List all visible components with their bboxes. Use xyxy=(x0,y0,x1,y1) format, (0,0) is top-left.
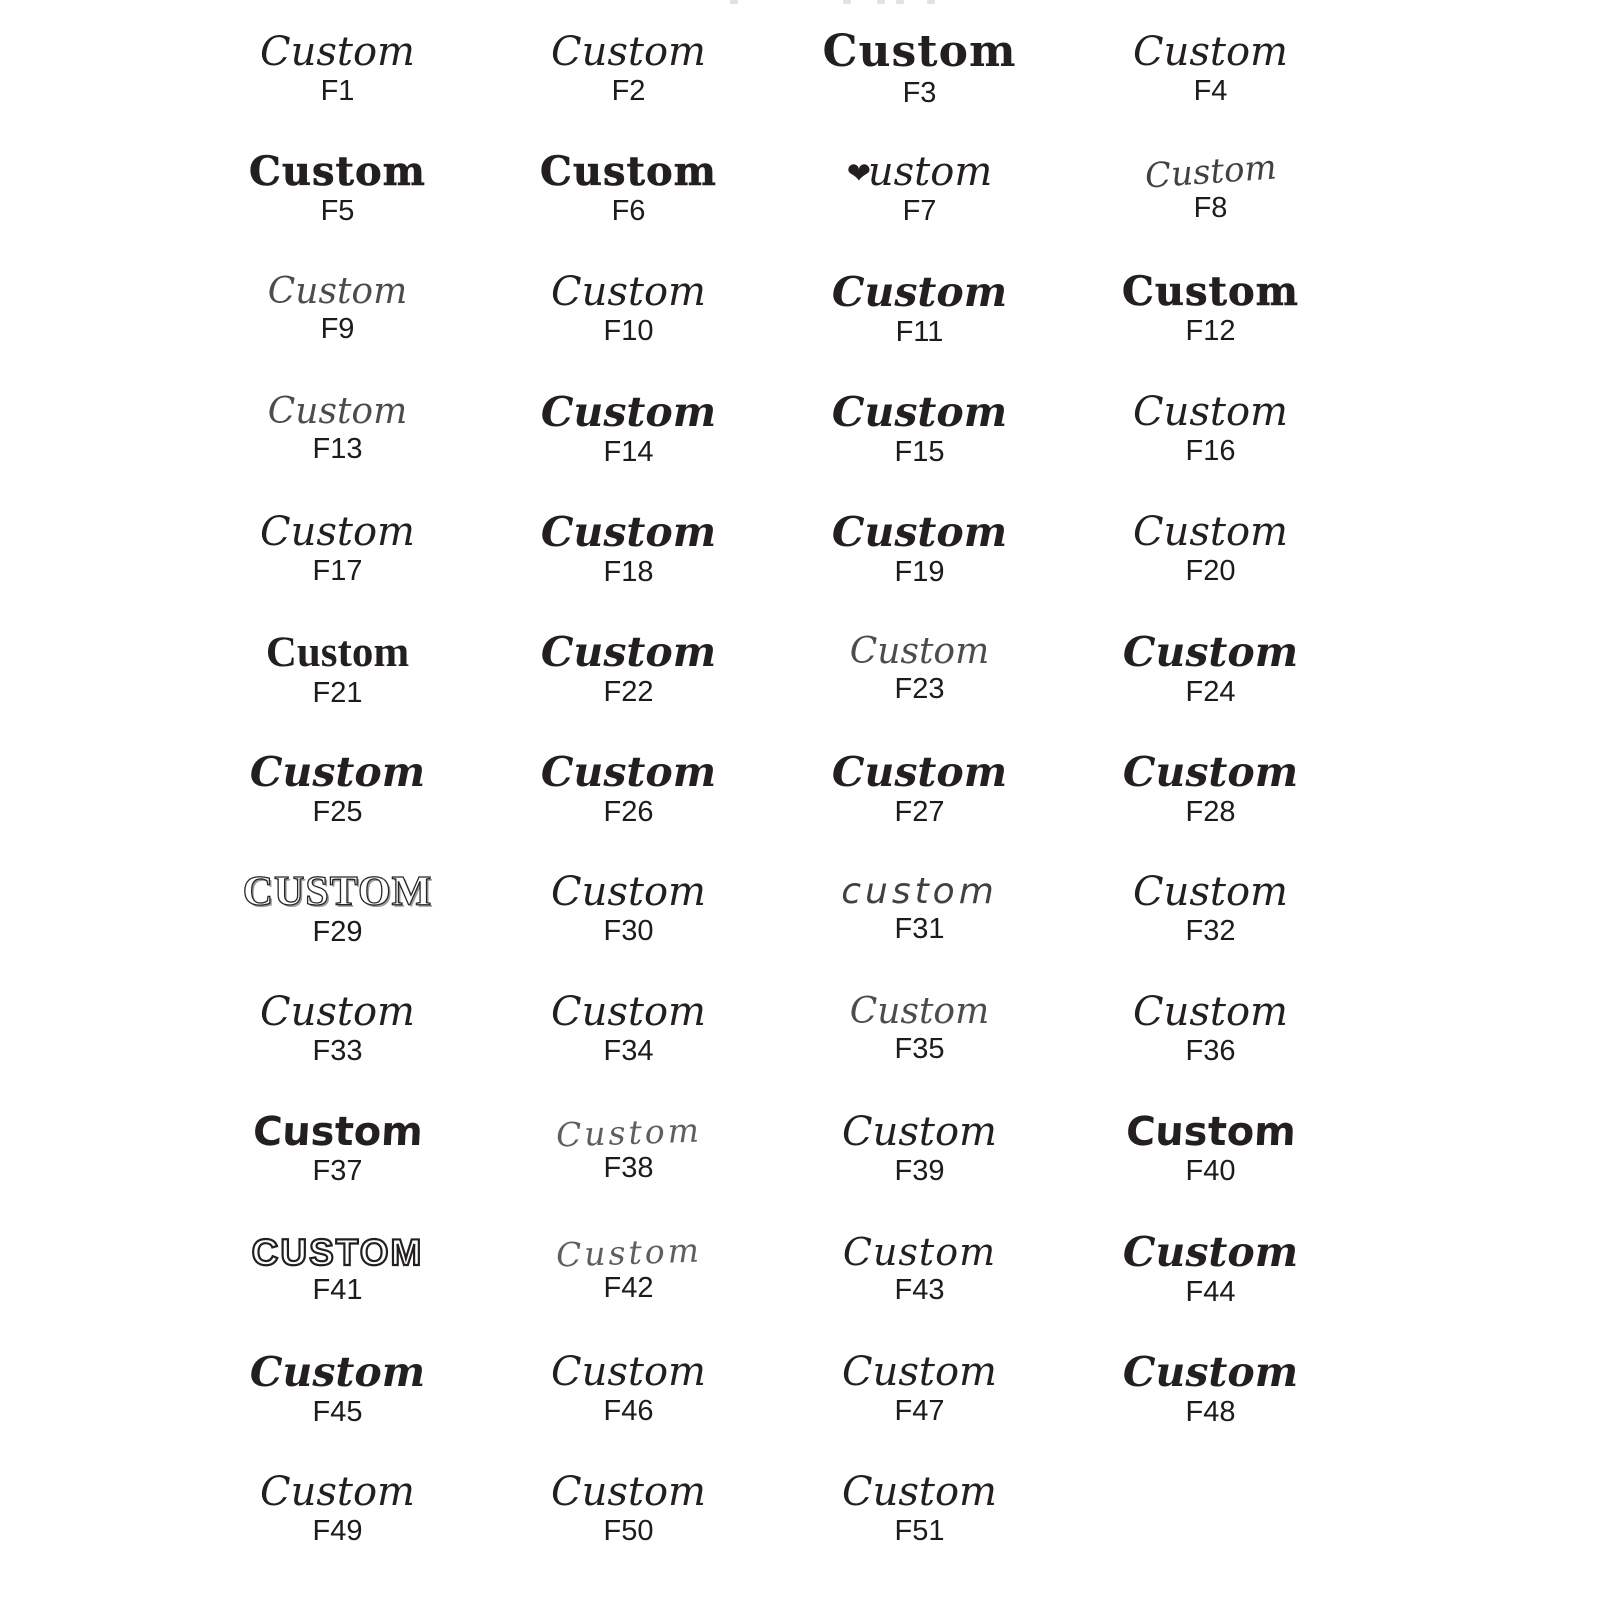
font-code-label: F4 xyxy=(1193,75,1228,108)
font-code-label: F41 xyxy=(312,1273,363,1306)
font-sample-cell xyxy=(774,10,1065,130)
custom-sample-text: Custom xyxy=(1122,627,1299,676)
font-code-label: F30 xyxy=(603,915,654,948)
cropped-text-remnant xyxy=(843,0,851,4)
font-sample-cell xyxy=(483,370,774,490)
font-sample-cell xyxy=(483,730,774,850)
font-sample-cell xyxy=(192,850,483,970)
font-sample-cell xyxy=(774,970,1065,1090)
custom-sample-text: Custom xyxy=(265,628,410,676)
font-code-label: F51 xyxy=(894,1515,945,1548)
font-code-label: F27 xyxy=(894,795,945,828)
font-sample-cell xyxy=(774,730,1065,850)
custom-sample-text: Custom xyxy=(551,869,706,916)
custom-sample-text: Custom xyxy=(551,1469,706,1516)
font-sample-cell xyxy=(483,1090,774,1210)
font-sample-cell xyxy=(192,250,483,370)
font-sample-cell xyxy=(1065,130,1356,250)
custom-sample-text: Custom xyxy=(540,507,717,556)
font-sample-cell xyxy=(192,1450,483,1570)
font-code-label: F38 xyxy=(603,1151,654,1184)
font-code-label: F17 xyxy=(312,555,363,588)
font-code-label: F20 xyxy=(1185,555,1236,588)
font-code-label: F31 xyxy=(894,913,945,946)
custom-sample-text: Custom xyxy=(551,989,706,1036)
font-sample-cell xyxy=(483,1330,774,1450)
font-sample-cell xyxy=(774,250,1065,370)
font-code-label: F32 xyxy=(1185,915,1236,948)
font-sample-cell xyxy=(483,610,774,730)
font-code-label: F33 xyxy=(312,1035,363,1068)
font-code-label: F39 xyxy=(894,1155,945,1188)
custom-sample-text: Custom xyxy=(540,148,717,196)
custom-sample-text: Custom xyxy=(1133,989,1288,1036)
cropped-text-remnant xyxy=(896,0,904,4)
font-code-label: F19 xyxy=(894,555,945,588)
font-code-label: F2 xyxy=(611,75,646,108)
custom-sample-text: Custom xyxy=(267,271,408,313)
font-code-label: F40 xyxy=(1185,1155,1236,1188)
font-code-label: F3 xyxy=(902,77,937,110)
custom-sample-text: ❤ustom xyxy=(846,149,993,196)
font-code-label: F28 xyxy=(1185,795,1236,828)
custom-sample-text: Custom xyxy=(842,1230,997,1275)
font-code-label: F13 xyxy=(312,433,363,466)
custom-sample-text: Custom xyxy=(831,267,1008,316)
custom-sample-text: Custom xyxy=(849,631,990,673)
custom-sample-text: Custom xyxy=(551,269,706,316)
font-sample-cell xyxy=(483,130,774,250)
custom-sample-text: Custom xyxy=(540,387,717,436)
font-sample-cell xyxy=(483,10,774,130)
custom-sample-text: CUSTOM xyxy=(251,1231,424,1273)
custom-sample-text: Custom xyxy=(251,1109,424,1156)
custom-sample-text: CUSTOM xyxy=(242,869,433,916)
custom-sample-text: Custom xyxy=(1122,1227,1299,1276)
font-code-label: F35 xyxy=(894,1033,945,1066)
custom-sample-text: Custom xyxy=(1122,1347,1299,1396)
custom-sample-text: Custom xyxy=(249,747,426,796)
custom-sample-text: Custom xyxy=(249,1347,426,1396)
font-sample-cell xyxy=(774,850,1065,970)
font-sample-cell xyxy=(192,10,483,130)
custom-sample-text: Custom xyxy=(260,989,415,1036)
font-code-label: F49 xyxy=(312,1515,363,1548)
font-sample-cell xyxy=(192,1090,483,1210)
custom-sample-text: custom xyxy=(841,871,998,913)
custom-sample-text: Custom xyxy=(849,991,990,1033)
font-code-label: F47 xyxy=(894,1395,945,1428)
font-sample-cell xyxy=(774,130,1065,250)
font-code-label: F29 xyxy=(312,916,363,949)
custom-sample-text: Custom xyxy=(267,391,408,433)
font-code-label: F10 xyxy=(603,315,654,348)
custom-sample-text: Custom xyxy=(260,509,415,556)
font-code-label: F11 xyxy=(895,315,944,348)
font-sample-cell xyxy=(192,130,483,250)
font-code-label: F36 xyxy=(1185,1035,1236,1068)
font-code-label: F1 xyxy=(320,75,355,108)
font-code-label: F48 xyxy=(1185,1395,1236,1428)
font-sample-cell xyxy=(1065,1330,1356,1450)
font-sample-cell xyxy=(1065,970,1356,1090)
font-sample-cell xyxy=(774,370,1065,490)
font-sample-cell xyxy=(483,850,774,970)
font-sample-cell xyxy=(774,490,1065,610)
font-code-label: F37 xyxy=(312,1155,363,1188)
font-sample-cell xyxy=(192,1330,483,1450)
custom-sample-text: Custom xyxy=(831,507,1008,556)
custom-sample-text: Custom xyxy=(1133,869,1288,916)
font-sample-cell xyxy=(483,1450,774,1570)
custom-sample-text: Custom xyxy=(822,26,1017,78)
font-code-label: F25 xyxy=(312,795,363,828)
font-sample-cell xyxy=(1065,250,1356,370)
font-sample-cell xyxy=(483,970,774,1090)
font-code-label: F9 xyxy=(320,313,355,346)
font-sample-cell xyxy=(774,1450,1065,1570)
font-code-label: F18 xyxy=(603,555,654,588)
font-code-label: F16 xyxy=(1185,435,1236,468)
font-sample-cell xyxy=(774,1090,1065,1210)
custom-sample-text: Custom xyxy=(842,1349,997,1396)
font-sample-cell xyxy=(1065,490,1356,610)
font-sample-cell xyxy=(774,610,1065,730)
custom-sample-text: Custom xyxy=(1124,1109,1297,1156)
font-sample-cell xyxy=(483,250,774,370)
heart-icon: ❤ xyxy=(846,156,871,191)
font-code-label: F5 xyxy=(320,195,355,228)
font-sample-cell xyxy=(192,730,483,850)
custom-sample-text: Custom xyxy=(540,627,717,676)
font-sample-cell xyxy=(774,1210,1065,1330)
font-code-label: F14 xyxy=(603,435,654,468)
font-code-label: F7 xyxy=(902,195,937,228)
font-sample-cell xyxy=(774,1330,1065,1450)
font-sample-cell xyxy=(1065,1090,1356,1210)
custom-sample-text: Custom xyxy=(551,29,706,76)
font-code-label: F12 xyxy=(1185,315,1236,348)
custom-sample-text: Custom xyxy=(260,1469,415,1516)
custom-sample-text: Custom xyxy=(842,1469,997,1516)
custom-sample-text: Custom xyxy=(1122,268,1299,316)
custom-sample-text: Custom xyxy=(831,747,1008,796)
cropped-text-remnant xyxy=(877,0,885,4)
font-sample-cell xyxy=(1065,10,1356,130)
font-sample-cell xyxy=(192,970,483,1090)
custom-sample-text: Custom xyxy=(1133,509,1288,556)
cropped-text-remnant xyxy=(730,0,738,4)
font-sample-cell xyxy=(1065,610,1356,730)
custom-sample-text: Custom xyxy=(551,1349,706,1396)
font-code-label: F43 xyxy=(894,1274,945,1307)
custom-sample-text: Custom xyxy=(540,747,717,796)
font-code-label: F24 xyxy=(1185,675,1236,708)
font-sample-cell xyxy=(192,370,483,490)
custom-sample-text: Custom xyxy=(249,148,426,196)
custom-sample-text: Custom xyxy=(1143,147,1278,197)
custom-sample-text: Custom xyxy=(554,1110,703,1155)
cropped-text-remnant xyxy=(927,0,935,4)
font-code-label: F8 xyxy=(1193,192,1228,225)
font-code-label: F21 xyxy=(312,676,363,709)
custom-sample-text: Custom xyxy=(1122,747,1299,796)
custom-sample-text: Custom xyxy=(260,29,415,76)
font-sample-cell xyxy=(192,1210,483,1330)
custom-sample-text: Custom xyxy=(831,387,1008,436)
font-code-label: F23 xyxy=(894,673,945,706)
font-code-label: F6 xyxy=(611,195,646,228)
font-code-label: F15 xyxy=(894,435,945,468)
font-sample-cell xyxy=(1065,730,1356,850)
custom-sample-text: Custom xyxy=(1133,389,1288,436)
font-grid xyxy=(192,10,1356,1570)
font-sample-cell xyxy=(483,1210,774,1330)
font-code-label: F22 xyxy=(603,675,654,708)
font-code-label: F42 xyxy=(603,1271,654,1304)
font-code-label: F46 xyxy=(603,1395,654,1428)
font-sample-cell xyxy=(1065,1210,1356,1330)
font-sample-cell xyxy=(1065,370,1356,490)
custom-sample-text: Custom xyxy=(554,1230,703,1275)
font-code-label: F26 xyxy=(603,795,654,828)
font-code-label: F50 xyxy=(603,1515,654,1548)
font-code-label: F44 xyxy=(1185,1275,1236,1308)
font-code-label: F34 xyxy=(603,1035,654,1068)
font-code-label: F45 xyxy=(312,1395,363,1428)
font-sample-cell xyxy=(483,490,774,610)
custom-sample-text: Custom xyxy=(1133,29,1288,76)
custom-sample-text: Custom xyxy=(842,1109,997,1156)
font-sample-cell xyxy=(192,490,483,610)
font-sample-cell xyxy=(192,610,483,730)
font-sample-cell xyxy=(1065,850,1356,970)
